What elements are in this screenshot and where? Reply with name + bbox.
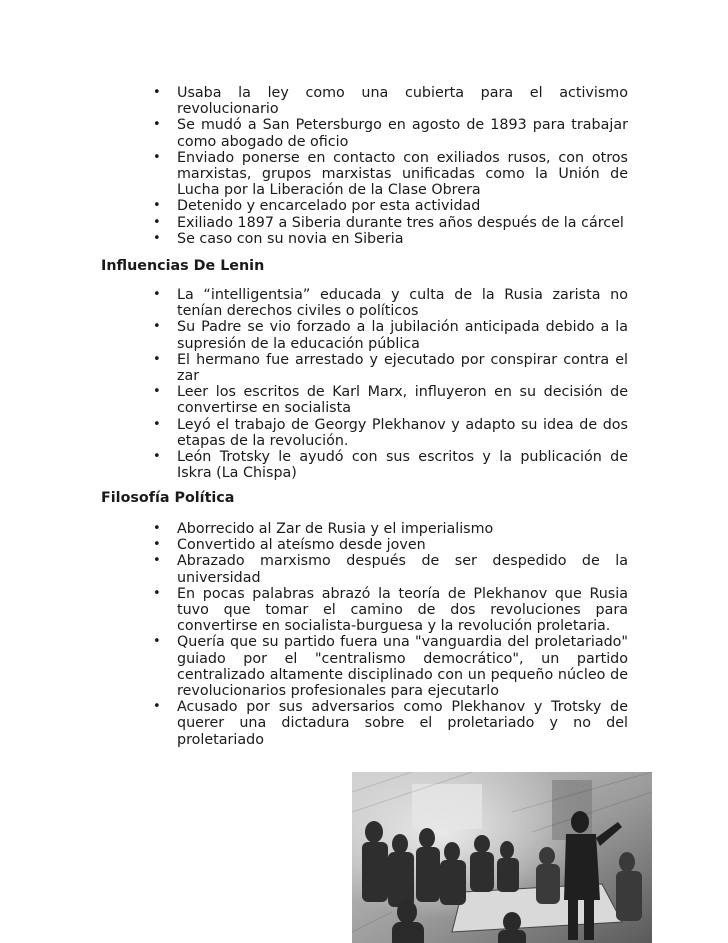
list-item: • Aborrecido al Zar de Rusia y el imperialismo (153, 521, 628, 537)
list-item: • En pocas palabras abrazó la teoría de Plekhanov que Rusia tuvo que tomar el camino de dos revoluciones para convertirse en socialista-burguesa y la revolución proletaria. (153, 586, 628, 635)
list-item: • La “intelligentsia” educada y culta de la Rusia zarista no tenían derechos civiles o políticos (153, 287, 628, 319)
influences-bullet-list (153, 287, 628, 481)
philosophy-heading: Filosofía Política (101, 490, 235, 506)
list-item: • Se caso con su novia en Siberia (153, 231, 628, 247)
list-item: • León Trotsky le ayudó con sus escritos y la publicación de Iskra (La Chispa) (153, 449, 628, 481)
list-item: • Usaba la ley como una cubierta para el activismo revolucionario (153, 85, 628, 117)
list-item: • Acusado por sus adversarios como Plekhanov y Trotsky de querer una dictadura sobre el proletariado y no del proletariado (153, 699, 628, 748)
list-item: • Exiliado 1897 a Siberia durante tres años después de la cárcel (153, 215, 628, 231)
list-item: • Leer los escritos de Karl Marx, influyeron en su decisión de convertirse en socialista (153, 384, 628, 416)
list-item: • El hermano fue arrestado y ejecutado por conspirar contra el zar (153, 352, 628, 384)
intro-bullet-list (153, 85, 628, 247)
engraving-meeting-illustration (352, 772, 652, 943)
list-item: • Leyó el trabajo de Georgy Plekhanov y adapto su idea de dos etapas de la revolución. (153, 417, 628, 449)
list-item: • Se mudó a San Petersburgo en agosto de 1893 para trabajar como abogado de oficio (153, 117, 628, 149)
list-item: • Abrazado marxismo después de ser despedido de la universidad (153, 553, 628, 585)
influences-heading: Influencias De Lenin (101, 258, 265, 274)
list-item: • Enviado ponerse en contacto con exiliados rusos, con otros marxistas, grupos marxistas unificadas como la Unión de Lucha por la Liberación de la Clase Obrera (153, 150, 628, 199)
list-item: • Quería que su partido fuera una "vanguardia del proletariado" guiado por el "centralismo democrático", un partido centralizado altamente disciplinado con un pequeño núcleo de revolucionarios profesionales para ejecutarlo (153, 634, 628, 699)
list-item: • Su Padre se vio forzado a la jubilación anticipada debido a la supresión de la educación pública (153, 319, 628, 351)
list-item: • Detenido y encarcelado por esta actividad (153, 198, 628, 214)
philosophy-bullet-list (153, 521, 628, 748)
list-item: • Convertido al ateísmo desde joven (153, 537, 628, 553)
